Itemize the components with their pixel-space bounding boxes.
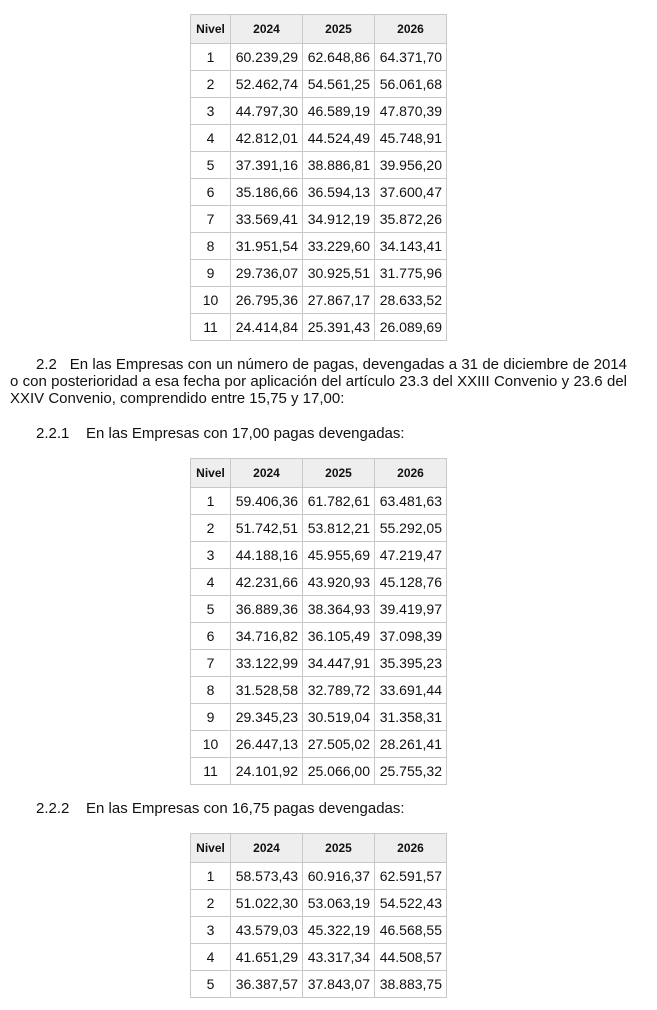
cell-2024: 58.573,43 [231,863,303,890]
cell-2026: 64.371,70 [375,44,447,71]
cell-2024: 41.651,29 [231,944,303,971]
header-2024: 2024 [231,15,303,44]
cell-nivel: 8 [191,677,231,704]
cell-2024: 24.101,92 [231,758,303,785]
table-row [191,623,447,650]
cell-2025: 46.589,19 [303,98,375,125]
cell-2024: 36.387,57 [231,971,303,998]
table-row [191,515,447,542]
salary-table-1 [190,14,447,341]
cell-2024: 35.186,66 [231,179,303,206]
table-row [191,650,447,677]
cell-2025: 44.524,49 [303,125,375,152]
table-row [191,71,447,98]
header-2024: 2024 [231,459,303,488]
cell-2026: 35.395,23 [375,650,447,677]
cell-2026: 31.358,31 [375,704,447,731]
cell-nivel: 7 [191,650,231,677]
cell-2024: 59.406,36 [231,488,303,515]
cell-2024: 29.736,07 [231,260,303,287]
table-row [191,863,447,890]
cell-nivel: 5 [191,596,231,623]
cell-nivel: 9 [191,260,231,287]
cell-2025: 43.317,34 [303,944,375,971]
table-row [191,44,447,71]
cell-2025: 25.391,43 [303,314,375,341]
cell-2026: 45.128,76 [375,569,447,596]
salary-table-3 [190,833,447,998]
cell-2024: 33.569,41 [231,206,303,233]
cell-2025: 45.955,69 [303,542,375,569]
table-row [191,233,447,260]
cell-2024: 51.742,51 [231,515,303,542]
cell-nivel: 9 [191,704,231,731]
cell-2024: 44.797,30 [231,98,303,125]
cell-2026: 45.748,91 [375,125,447,152]
cell-2026: 33.691,44 [375,677,447,704]
cell-2025: 38.364,93 [303,596,375,623]
cell-2024: 52.462,74 [231,71,303,98]
header-nivel: Nivel [191,459,231,488]
cell-2024: 29.345,23 [231,704,303,731]
section-number: 2.2.2 [36,800,70,817]
cell-2026: 31.775,96 [375,260,447,287]
cell-2025: 32.789,72 [303,677,375,704]
cell-nivel: 6 [191,623,231,650]
header-2026: 2026 [375,834,447,863]
table-header-row [191,15,447,44]
cell-nivel: 4 [191,125,231,152]
cell-2024: 42.231,66 [231,569,303,596]
cell-2025: 61.782,61 [303,488,375,515]
cell-2025: 33.229,60 [303,233,375,260]
cell-2026: 38.883,75 [375,971,447,998]
paragraph-text: En las Empresas con un número de pagas, devengadas a 31 de diciembre de 2014 o con posterioridad a esa fecha por aplicación del artículo 23.3 del XXIII Convenio y 23.6 del XXIV Convenio, comprendido entre 15,75 y 17,00: [10,356,627,407]
table-row [191,98,447,125]
cell-2025: 27.867,17 [303,287,375,314]
cell-nivel: 10 [191,287,231,314]
section-text: En las Empresas con 16,75 pagas devengadas: [86,800,405,817]
cell-2025: 25.066,00 [303,758,375,785]
cell-2024: 33.122,99 [231,650,303,677]
cell-nivel: 3 [191,542,231,569]
table-row [191,125,447,152]
cell-nivel: 4 [191,944,231,971]
cell-2026: 37.098,39 [375,623,447,650]
cell-2024: 43.579,03 [231,917,303,944]
cell-2024: 24.414,84 [231,314,303,341]
cell-nivel: 1 [191,44,231,71]
cell-2025: 45.322,19 [303,917,375,944]
table-row [191,971,447,998]
cell-2026: 44.508,57 [375,944,447,971]
cell-2025: 36.105,49 [303,623,375,650]
cell-2024: 37.391,16 [231,152,303,179]
cell-nivel: 2 [191,71,231,98]
cell-2025: 62.648,86 [303,44,375,71]
cell-2024: 31.528,58 [231,677,303,704]
table-row [191,596,447,623]
cell-2026: 47.219,47 [375,542,447,569]
table-row [191,542,447,569]
cell-nivel: 8 [191,233,231,260]
section-2-2-2 [36,800,405,818]
header-2026: 2026 [375,459,447,488]
table-row [191,917,447,944]
cell-nivel: 2 [191,890,231,917]
cell-2024: 44.188,16 [231,542,303,569]
table-row [191,704,447,731]
cell-2026: 56.061,68 [375,71,447,98]
table-row [191,206,447,233]
cell-2026: 35.872,26 [375,206,447,233]
cell-2024: 42.812,01 [231,125,303,152]
section-2-2-1 [36,425,405,443]
table-row [191,944,447,971]
cell-2026: 63.481,63 [375,488,447,515]
cell-2025: 34.447,91 [303,650,375,677]
header-2025: 2025 [303,15,375,44]
cell-nivel: 11 [191,314,231,341]
cell-nivel: 3 [191,917,231,944]
cell-2025: 27.505,02 [303,731,375,758]
cell-nivel: 7 [191,206,231,233]
cell-2026: 55.292,05 [375,515,447,542]
cell-nivel: 1 [191,488,231,515]
table-header-row [191,834,447,863]
section-text: En las Empresas con 17,00 pagas devengadas: [86,425,405,442]
header-2025: 2025 [303,834,375,863]
table-row [191,677,447,704]
cell-2026: 39.956,20 [375,152,447,179]
cell-2026: 28.633,52 [375,287,447,314]
cell-2025: 38.886,81 [303,152,375,179]
table-row [191,890,447,917]
cell-2025: 36.594,13 [303,179,375,206]
cell-nivel: 6 [191,179,231,206]
cell-2025: 60.916,37 [303,863,375,890]
header-nivel: Nivel [191,15,231,44]
cell-2024: 26.795,36 [231,287,303,314]
cell-2024: 60.239,29 [231,44,303,71]
section-number: 2.2.1 [36,425,70,442]
cell-nivel: 3 [191,98,231,125]
cell-nivel: 11 [191,758,231,785]
cell-2026: 47.870,39 [375,98,447,125]
table-row [191,152,447,179]
header-2024: 2024 [231,834,303,863]
cell-2024: 34.716,82 [231,623,303,650]
cell-nivel: 2 [191,515,231,542]
cell-2026: 34.143,41 [375,233,447,260]
header-2026: 2026 [375,15,447,44]
cell-nivel: 1 [191,863,231,890]
table-row [191,260,447,287]
cell-2026: 54.522,43 [375,890,447,917]
cell-2024: 31.951,54 [231,233,303,260]
cell-2026: 28.261,41 [375,731,447,758]
cell-2025: 34.912,19 [303,206,375,233]
header-2025: 2025 [303,459,375,488]
cell-nivel: 4 [191,569,231,596]
header-nivel: Nivel [191,834,231,863]
cell-2025: 30.519,04 [303,704,375,731]
table-row [191,758,447,785]
cell-2024: 36.889,36 [231,596,303,623]
table-header-row [191,459,447,488]
cell-2025: 54.561,25 [303,71,375,98]
cell-nivel: 10 [191,731,231,758]
cell-2026: 46.568,55 [375,917,447,944]
table-row [191,179,447,206]
table-row [191,569,447,596]
cell-2026: 39.419,97 [375,596,447,623]
cell-2025: 53.063,19 [303,890,375,917]
cell-2026: 25.755,32 [375,758,447,785]
cell-2025: 43.920,93 [303,569,375,596]
table-row [191,287,447,314]
paragraph-2-2 [10,356,627,407]
cell-2025: 37.843,07 [303,971,375,998]
paragraph-number: 2.2 [36,356,57,373]
cell-2026: 26.089,69 [375,314,447,341]
table-row [191,314,447,341]
salary-table-2 [190,458,447,785]
cell-2024: 26.447,13 [231,731,303,758]
cell-2025: 30.925,51 [303,260,375,287]
cell-nivel: 5 [191,971,231,998]
cell-2025: 53.812,21 [303,515,375,542]
cell-2026: 37.600,47 [375,179,447,206]
table-row [191,731,447,758]
cell-2026: 62.591,57 [375,863,447,890]
table-row [191,488,447,515]
cell-2024: 51.022,30 [231,890,303,917]
cell-nivel: 5 [191,152,231,179]
